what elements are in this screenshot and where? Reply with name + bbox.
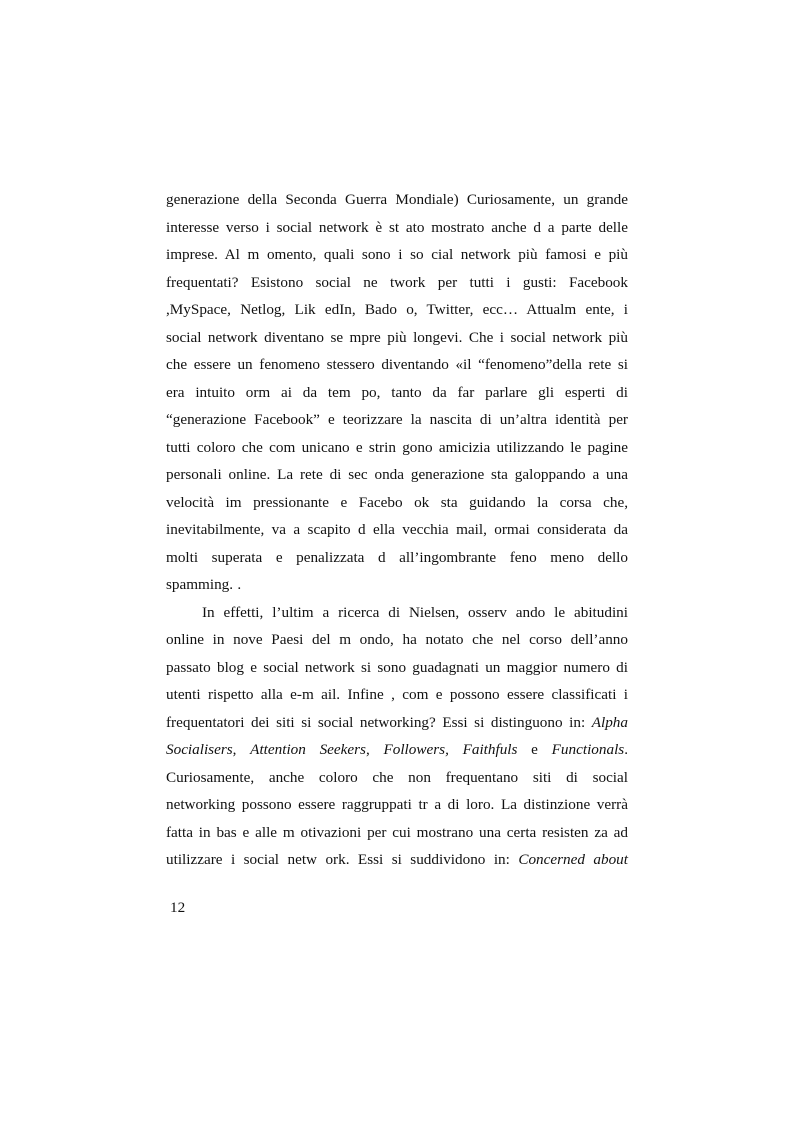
text-run: In effetti, l’ultim a ricerca di Nielsen, osserv ando le abitudini (202, 603, 628, 621)
text-line (166, 571, 628, 599)
text-run: velocità im pressionante e Facebo ok sta guidando la corsa che, (166, 493, 628, 511)
text-line (166, 241, 628, 269)
text-line (166, 214, 628, 242)
text-run: e (517, 741, 552, 758)
text-line (166, 654, 628, 682)
text-run: networking possono essere raggruppati tr a di loro. La distinzione verrà (166, 796, 628, 813)
italic-term: Socialisers (166, 741, 233, 758)
text-run (449, 741, 463, 758)
text-run: generazione della Seconda Guerra Mondiale) Curiosamente, un grande (166, 191, 628, 208)
text-run: . (624, 741, 628, 758)
text-run: Curiosamente, anche coloro che non frequentano siti di social (166, 768, 628, 786)
text-run: frequentatori dei siti si social networking? Essi si distinguono in: (166, 713, 592, 731)
text-line (166, 764, 628, 792)
italic-term: Followers, (383, 741, 449, 758)
text-run: era intuito orm ai da tem po, tanto da far parlare gli esperti di (166, 383, 628, 401)
text-run: interesse verso i social network è st ato mostrato anche d a parte delle (166, 218, 628, 236)
text-line (166, 846, 628, 874)
text-line (166, 324, 628, 352)
text-run: personali online. La rete di sec onda generazione sta galoppando a una (166, 466, 628, 483)
italic-term: Alpha (591, 713, 628, 731)
text-line (166, 461, 628, 489)
text-run: frequentati? Esistono social ne twork per tutti i gusti: Facebook (166, 273, 628, 291)
text-run: fatta in bas e alle m otivazioni per cui mostrano una certa resisten za ad (166, 823, 628, 841)
text-line (166, 599, 628, 627)
text-run: utenti rispetto alla e-m ail. Infine , com e possono essere classificati i (166, 686, 628, 703)
text-line (166, 351, 628, 379)
text-run: inevitabilmente, va a scapito d ella vecchia mail, ormai considerata da (166, 521, 628, 538)
text-run: “generazione Facebook” e teorizzare la nascita di un’altra identità per (166, 411, 628, 428)
italic-term: Attention Seekers (250, 741, 366, 758)
text-line (166, 296, 628, 324)
text-line (166, 406, 628, 434)
text-line (166, 269, 628, 297)
text-run: imprese. Al m omento, quali sono i so cial network più famosi e più (166, 246, 628, 263)
text-run: passato blog e social network si sono guadagnati un maggior numero di (166, 658, 628, 676)
text-run: che essere un fenomeno stessero diventando «il “fenomeno”della rete si (166, 356, 628, 373)
body-text (166, 186, 628, 874)
text-run: spamming. . (166, 576, 242, 593)
text-line (166, 819, 628, 847)
italic-term: Concerned about (518, 851, 628, 868)
text-line (166, 791, 628, 819)
text-line (166, 626, 628, 654)
text-line (166, 681, 628, 709)
text-line (166, 434, 628, 462)
text-line (166, 709, 628, 737)
text-run: molti superata e penalizzata d all’ingombrante feno meno dello (166, 548, 628, 566)
text-run: online in nove Paesi del m ondo, ha notato che nel corso dell’anno (166, 631, 628, 648)
page-number: 12 (170, 899, 186, 916)
text-line (166, 736, 628, 764)
italic-term: Functionals (551, 741, 625, 758)
text-line (166, 544, 628, 572)
text-line (166, 489, 628, 517)
text-run: , (365, 741, 384, 758)
text-line (166, 186, 628, 214)
text-line (166, 516, 628, 544)
text-run: social network diventano se mpre più longevi. Che i social network più (166, 328, 628, 346)
text-run: tutti coloro che com unicano e strin gono amicizia utilizzando le pagine (166, 438, 628, 456)
text-run: utilizzare i social netw ork. Essi si suddividono in: (166, 851, 519, 868)
text-run: , (232, 741, 251, 758)
text-line (166, 379, 628, 407)
italic-term: Faithfuls (462, 741, 518, 758)
text-run: ,MySpace, Netlog, Lik edIn, Bado o, Twitter, ecc… Attualm ente, i (166, 301, 628, 318)
